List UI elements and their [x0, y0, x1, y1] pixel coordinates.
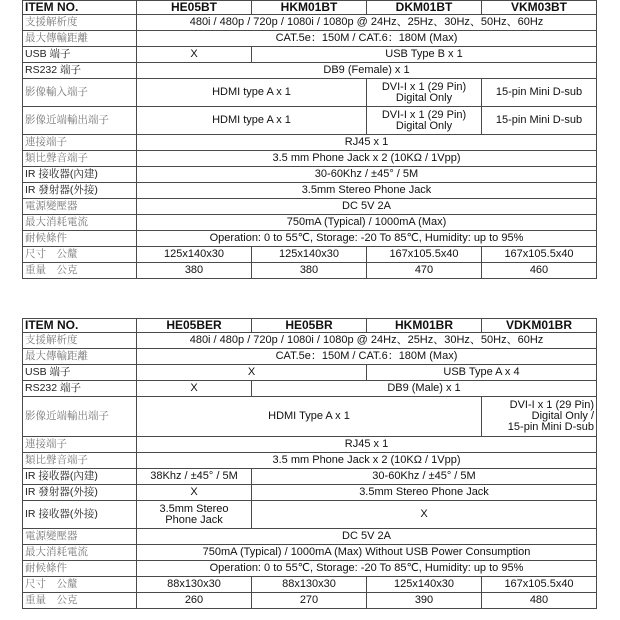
cell-value: [137, 501, 252, 529]
spec-table-1: [22, 0, 597, 279]
row-weight: [23, 593, 597, 609]
row-label: 最大消耗電流: [23, 545, 137, 561]
cell-value: X: [137, 365, 367, 381]
row-consumption: [23, 545, 597, 561]
row-label: IR 接收器(內建): [23, 469, 137, 485]
cell-value: X: [137, 381, 252, 397]
row-label: 重量 公克: [23, 263, 137, 279]
cell-value: 260: [137, 593, 252, 609]
cell-value: [367, 107, 482, 135]
row-label: 電源變壓器: [23, 199, 137, 215]
cell-line: DVI-I x 1 (29 Pin): [509, 399, 594, 411]
row-label: 連接端子: [23, 437, 137, 453]
cell-value: 167x105.5x40: [367, 247, 482, 263]
cell-value: 3.5 mm Phone Jack x 2 (10KΩ / 1Vpp): [137, 151, 597, 167]
cell-line: Digital Only: [395, 119, 453, 132]
row-resolution: [23, 333, 597, 349]
cell-value: 470: [367, 263, 482, 279]
row-label: 最大傳輸距離: [23, 349, 137, 365]
header-item-no: ITEM NO.: [23, 1, 137, 15]
row-audio: [23, 453, 597, 469]
row-rs232: [23, 63, 597, 79]
cell-value: 480i / 480p / 720p / 1080i / 1080p @ 24Hz、25Hz、30Hz、50Hz、60Hz: [137, 333, 597, 349]
row-size: [23, 577, 597, 593]
cell-value: DB9 (Male) x 1: [252, 381, 597, 397]
cell-line: Phone Jack: [165, 513, 223, 526]
header-model-4: VKM03BT: [482, 1, 597, 15]
cell-value: 125x140x30: [252, 247, 367, 263]
row-audio: [23, 151, 597, 167]
cell-value: 3.5mm Stereo Phone Jack: [137, 183, 597, 199]
cell-value: 30-60Khz / ±45° / 5M: [252, 469, 597, 485]
cell-value: DC 5V 2A: [137, 199, 597, 215]
cell-value: 270: [252, 593, 367, 609]
cell-value: Operation: 0 to 55℃, Storage: -20 To 85℃, Humidity: up to 95%: [137, 231, 597, 247]
row-label: IR 接收器(內建): [23, 167, 137, 183]
header-item-no: ITEM NO.: [23, 319, 137, 333]
cell-value: 480i / 480p / 720p / 1080i / 1080p @ 24Hz、25Hz、30Hz、50Hz、60Hz: [137, 15, 597, 31]
cell-value: CAT.5e：150M / CAT.6：180M (Max): [137, 31, 597, 47]
header-model-4: VDKM01BR: [482, 319, 597, 333]
cell-value: X: [137, 485, 252, 501]
cell-value: 167x105.5x40: [482, 577, 597, 593]
row-power: [23, 199, 597, 215]
header-row: [23, 1, 597, 15]
row-connector: [23, 135, 597, 151]
row-label: 支援解析度: [23, 15, 137, 31]
row-video-out: [23, 397, 597, 437]
spec-table-2: [22, 318, 597, 609]
row-distance: [23, 31, 597, 47]
cell-value: 125x140x30: [367, 577, 482, 593]
header-model-1: HE05BT: [137, 1, 252, 15]
row-ir-tx: [23, 183, 597, 199]
row-label: 耐候條件: [23, 231, 137, 247]
row-usb: [23, 47, 597, 63]
row-rs232: [23, 381, 597, 397]
header-model-2: HKM01BT: [252, 1, 367, 15]
row-distance: [23, 349, 597, 365]
cell-value: 480: [482, 593, 597, 609]
cell-value: DC 5V 2A: [137, 529, 597, 545]
cell-value: 38Khz / ±45° / 5M: [137, 469, 252, 485]
row-label: 影像近端輸出端子: [23, 107, 137, 135]
row-label: 最大消耗電流: [23, 215, 137, 231]
row-label: 影像輸入端子: [23, 79, 137, 107]
header-model-2: HE05BR: [252, 319, 367, 333]
cell-line: 15-pin Mini D-sub: [507, 421, 594, 433]
cell-value: USB Type B x 1: [252, 47, 597, 63]
row-label: RS232 端子: [23, 381, 137, 397]
cell-value: 125x140x30: [137, 247, 252, 263]
cell-value: 380: [137, 263, 252, 279]
header-model-1: HE05BER: [137, 319, 252, 333]
row-label: 尺寸 公釐: [23, 577, 137, 593]
cell-value: 750mA (Typical) / 1000mA (Max): [137, 215, 597, 231]
cell-value: 3.5mm Stereo Phone Jack: [252, 485, 597, 501]
cell-value: 750mA (Typical) / 1000mA (Max) Without USB Power Consumption: [137, 545, 597, 561]
cell-value: 15-pin Mini D-sub: [482, 79, 597, 107]
cell-value: [482, 397, 597, 437]
header-model-3: HKM01BR: [367, 319, 482, 333]
row-label: 類比聲音端子: [23, 151, 137, 167]
row-label: IR 接收器(外接): [23, 501, 137, 529]
row-label: 重量 公克: [23, 593, 137, 609]
cell-line: Digital Only /: [531, 410, 594, 422]
header-row: [23, 319, 597, 333]
cell-value: HDMI Type A x 1: [137, 397, 482, 437]
cell-value: HDMI type A x 1: [137, 107, 367, 135]
row-label: IR 發射器(外接): [23, 485, 137, 501]
row-label: USB 端子: [23, 365, 137, 381]
cell-value: [367, 79, 482, 107]
row-connector: [23, 437, 597, 453]
cell-line: DVI-I x 1 (29 Pin): [381, 108, 467, 121]
row-ir-rx: [23, 469, 597, 485]
cell-value: 88x130x30: [137, 577, 252, 593]
row-label: 連接端子: [23, 135, 137, 151]
cell-value: 30-60Khz / ±45° / 5M: [137, 167, 597, 183]
row-label: 類比聲音端子: [23, 453, 137, 469]
cell-value: 3.5 mm Phone Jack x 2 (10KΩ / 1Vpp): [137, 453, 597, 469]
cell-line: DVI-I x 1 (29 Pin): [381, 80, 467, 93]
cell-value: HDMI type A x 1: [137, 79, 367, 107]
row-label: IR 發射器(外接): [23, 183, 137, 199]
row-size: [23, 247, 597, 263]
cell-value: 390: [367, 593, 482, 609]
cell-line: Digital Only: [395, 91, 453, 104]
cell-value: 15-pin Mini D-sub: [482, 107, 597, 135]
cell-value: 460: [482, 263, 597, 279]
row-usb: [23, 365, 597, 381]
row-power: [23, 529, 597, 545]
row-label: 尺寸 公釐: [23, 247, 137, 263]
row-video-out: [23, 107, 597, 135]
row-consumption: [23, 215, 597, 231]
row-env: [23, 231, 597, 247]
row-label: 影像近端輸出端子: [23, 397, 137, 437]
cell-value: 380: [252, 263, 367, 279]
row-label: 支援解析度: [23, 333, 137, 349]
cell-value: CAT.5e：150M / CAT.6：180M (Max): [137, 349, 597, 365]
row-ir-rx: [23, 167, 597, 183]
cell-value: RJ45 x 1: [137, 135, 597, 151]
row-label: USB 端子: [23, 47, 137, 63]
cell-value: RJ45 x 1: [137, 437, 597, 453]
cell-value: DB9 (Female) x 1: [137, 63, 597, 79]
cell-line: 3.5mm Stereo: [159, 502, 229, 515]
row-label: RS232 端子: [23, 63, 137, 79]
cell-value: 167x105.5x40: [482, 247, 597, 263]
cell-value: X: [252, 501, 597, 529]
row-video-in: [23, 79, 597, 107]
cell-value: X: [137, 47, 252, 63]
header-model-3: DKM01BT: [367, 1, 482, 15]
row-label: 電源變壓器: [23, 529, 137, 545]
row-weight: [23, 263, 597, 279]
cell-value: 88x130x30: [252, 577, 367, 593]
row-env: [23, 561, 597, 577]
row-label: 耐候條件: [23, 561, 137, 577]
cell-value: Operation: 0 to 55℃, Storage: -20 To 85℃, Humidity: up to 95%: [137, 561, 597, 577]
row-ir-rx-ext: [23, 501, 597, 529]
cell-value: USB Type A x 4: [367, 365, 597, 381]
row-label: 最大傳輸距離: [23, 31, 137, 47]
row-ir-tx: [23, 485, 597, 501]
row-resolution: [23, 15, 597, 31]
